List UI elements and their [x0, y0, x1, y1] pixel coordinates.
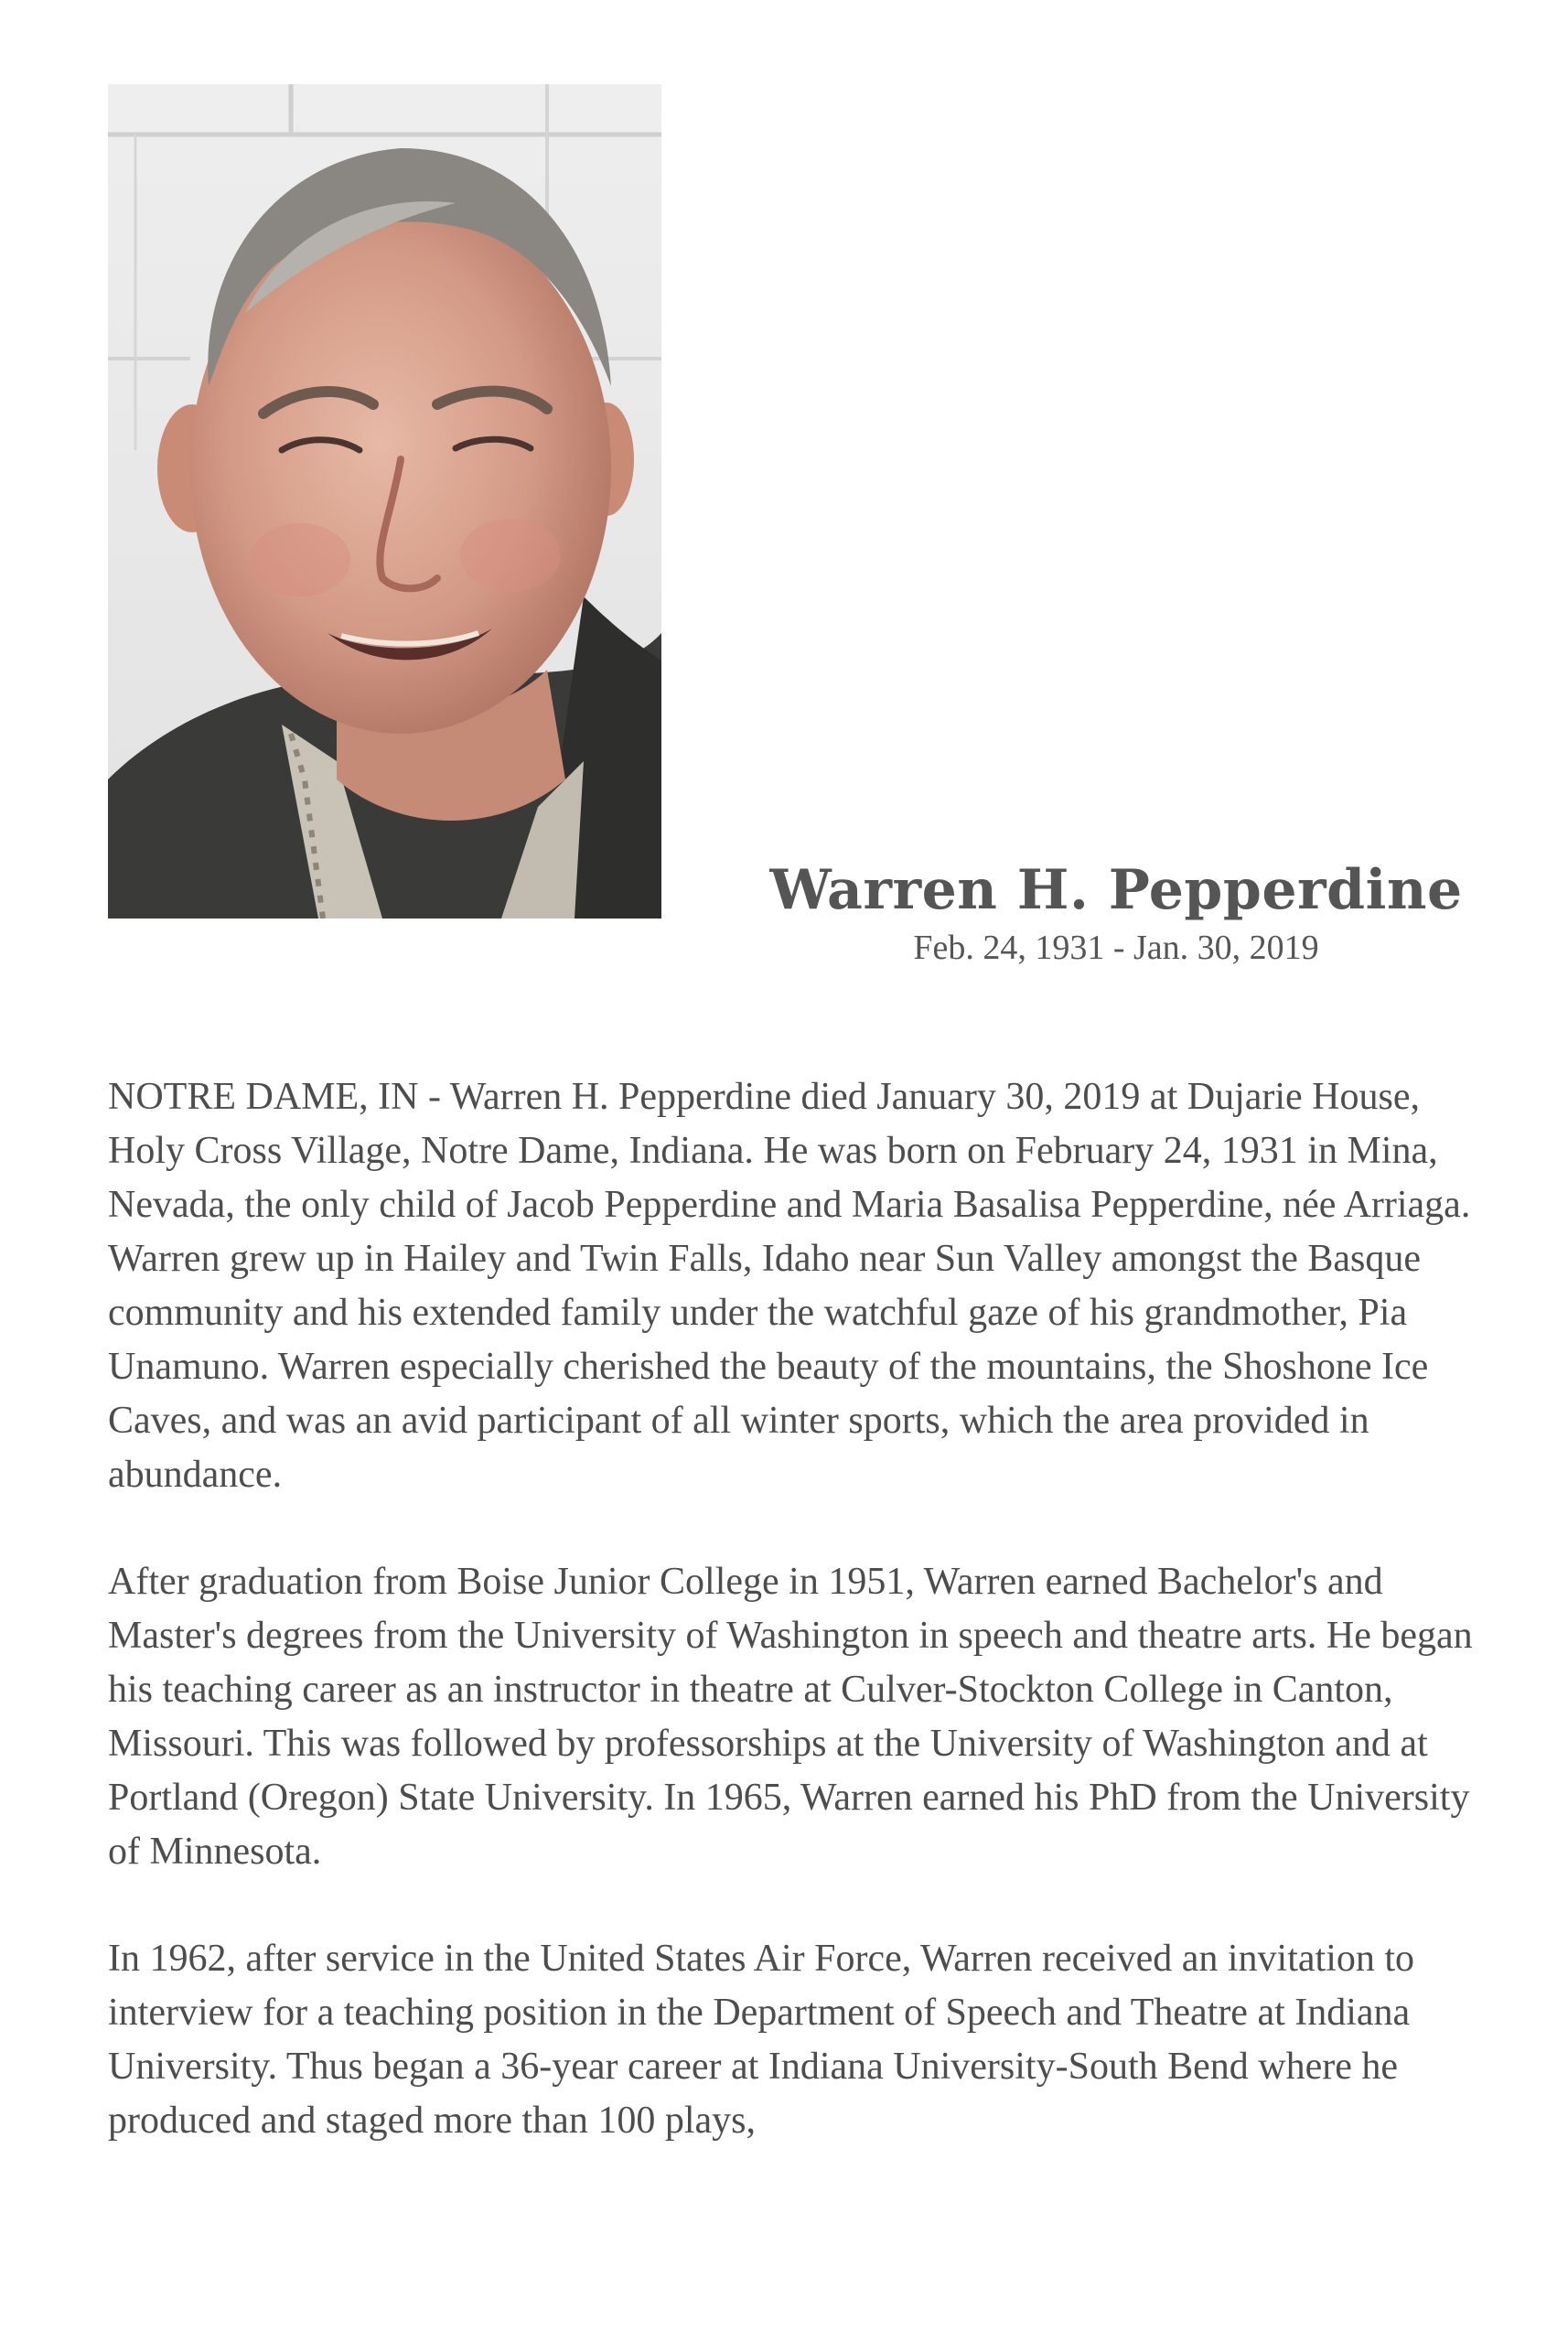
life-dates: Feb. 24, 1931 - Jan. 30, 2019: [913, 929, 1319, 967]
portrait-photo-icon: [108, 84, 661, 919]
paragraph-3: In 1962, after service in the United States Air Force, Warren received an invitation to interview for a teaching position in the Department of Speech and Theatre at Indiana University. Thus began a 36-year career at Indiana University-South Bend where he produced and staged more than 100 plays,: [108, 1938, 1415, 2142]
paragraph-1: NOTRE DAME, IN - Warren H. Pepperdine died January 30, 2019 at Dujarie House, Holy Cross Village, Notre Dame, Indiana. He was born on February 24, 1931 in Mina, Nevada, the only child of Jacob Pepperdine and Maria Basalisa Pepperdine, née Arriaga. Warren grew up in Hailey and Twin Falls, Idaho near Sun Valley amongst the Basque community and his extended family under the watchful gaze of his grandmother, Pia Unamuno. Warren especially cherished the beauty of the mountains, the Shoshone Ice Caves, and was an avid participant of all winter sports, which the area provided in abundance.: [108, 1076, 1471, 1496]
obituary-body: [108, 1070, 1498, 2201]
name-block: [768, 860, 1464, 968]
paragraph-2: After graduation from Boise Junior College in 1951, Warren earned Bachelor's and Master's degrees from the University of Washington in speech and theatre arts. He began his teaching career as an instructor in theatre at Culver-Stockton College in Canton, Missouri. This was followed by professorships at the University of Washington and at Portland (Oregon) State University. In 1965, Warren earned his PhD from the University of Minnesota.: [108, 1561, 1473, 1873]
portrait-photo: [108, 84, 661, 919]
deceased-name: Warren H. Pepperdine: [769, 858, 1463, 922]
